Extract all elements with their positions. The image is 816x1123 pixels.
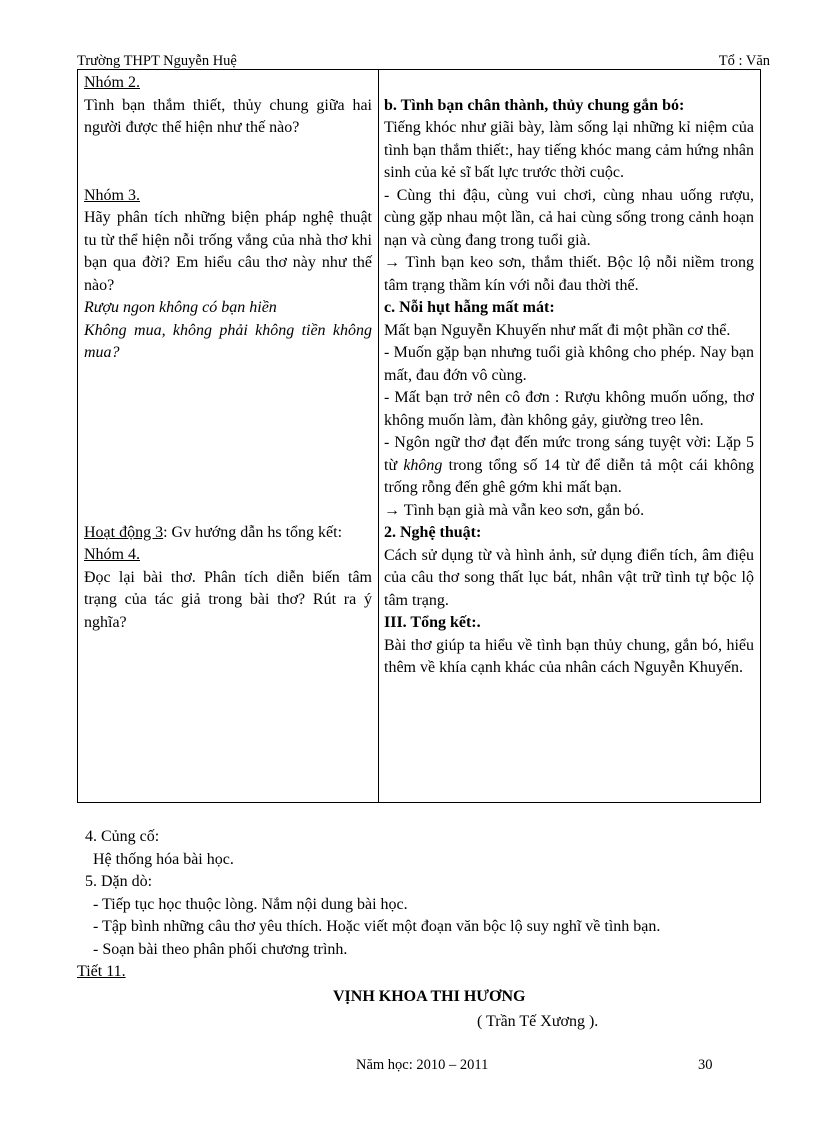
column-divider: [378, 70, 379, 802]
section-c-paragraph-3: - Mất bạn trở nên cô đơn : Rượu không muốn uống, thơ không muốn làm, đàn không gảy, giường treo lên.: [384, 389, 754, 429]
verse-line-1: Rượu ngon không có bạn hiền: [84, 299, 277, 316]
activity-3: [84, 522, 372, 545]
step-4-text: Hệ thống hóa bài học.: [93, 850, 234, 868]
summary-paragraph: Bài thơ giúp ta hiểu về tình bạn thủy chung, gắn bó, hiểu thêm về khía cạnh khác của nhân cách Nguyễn Khuyến.: [384, 636, 754, 676]
lesson-wrapup: [0, 826, 816, 984]
emphasis-word: không: [403, 456, 443, 474]
group-4-question: Đọc lại bài thơ. Phân tích diễn biến tâm trạng của tác giả trong bài thơ? Rút ra ý nghĩa?: [84, 568, 372, 631]
verse-line-2: Không mua, không phải không tiền không mua?: [84, 321, 372, 361]
activity-3-label: Hoạt động 3: [84, 523, 164, 541]
school-name: Trường THPT Nguyễn Huệ: [77, 53, 237, 69]
section-c-paragraph-4: - Ngôn ngữ thơ đạt đến mức trong sáng tuyệt vời: Lặp 5 từ không trong tổng số 14 từ để diễn tả một cái không trống rỗng đến ghê gớm khi mất bạn.: [384, 434, 754, 496]
poem-author: ( Trần Tế Xương ).: [477, 1013, 599, 1030]
step-5-item-1: - Tiếp tục học thuộc lòng. Nắm nội dung bài học.: [93, 895, 408, 913]
group-2-question: Tình bạn thắm thiết, thủy chung giữa hai người được thể hiện như thế nào?: [84, 96, 372, 136]
lesson-table: [77, 70, 761, 803]
step-4-title: 4. Củng cố:: [85, 828, 160, 845]
step-5-item-2: - Tập bình những câu thơ yêu thích. Hoặc viết một đoạn văn bộc lộ suy nghĩ về tình bạn.: [93, 918, 661, 935]
poem-title: VỊNH KHOA THI HƯƠNG: [333, 988, 526, 1005]
page-header: [77, 53, 770, 69]
art-paragraph: Cách sử dụng từ và hình ảnh, sử dụng điển tích, âm điệu của câu thơ song thất lục bát, nhân vật trữ tình tự bộc lộ tâm trạng.: [384, 546, 754, 609]
page-number: 30: [698, 1057, 713, 1073]
lesson-number: Tiết 11.: [77, 963, 126, 980]
section-b-conclusion: → Tình bạn keo sơn, thắm thiết. Bộc lộ nỗi niềm trong tâm trạng thầm kín với nỗi đau thời thế.: [384, 254, 754, 294]
section-c-heading: c. Nỗi hụt hẫng mất mát:: [384, 299, 555, 316]
department-name: Tổ : Văn: [718, 53, 770, 69]
step-5-title: 5. Dặn dò:: [85, 873, 153, 890]
content-column: [384, 72, 754, 680]
section-b-paragraph-1: Tiếng khóc như giãi bày, làm sống lại những kỉ niệm của tình bạn thắm thiết:, hay tiếng khóc mang cảm hứng nhân sinh của kẻ sĩ bất lực trước thời cuộc.: [384, 119, 754, 181]
group-2-title: Nhóm 2.: [84, 74, 140, 91]
art-heading: 2. Nghệ thuật:: [384, 524, 482, 541]
activity-3-text: : Gv hướng dẫn hs tổng kết:: [163, 523, 343, 541]
section-b-heading: b. Tình bạn chân thành, thủy chung gắn bó:: [384, 96, 685, 114]
group-3-title: Nhóm 3.: [84, 186, 140, 204]
summary-heading: III. Tổng kết:.: [384, 614, 481, 631]
school-year: Năm học: 2010 – 2011: [356, 1057, 489, 1073]
group-4-title: Nhóm 4.: [84, 546, 140, 563]
section-b-paragraph-2: - Cùng thi đậu, cùng vui chơi, cùng nhau uống rượu, cùng gặp nhau một lần, cả hai cùng sống trong cảnh hoạn nạn và cùng đang trong tuổi già.: [384, 186, 754, 249]
section-c-conclusion: → Tình bạn già mà vẫn keo sơn, gắn bó.: [384, 501, 645, 519]
section-c-paragraph-2: - Muốn gặp bạn nhưng tuổi già không cho phép. Nay bạn mất, đau đớn vô cùng.: [384, 344, 754, 384]
section-c-paragraph-1: Mất bạn Nguyễn Khuyến như mất đi một phần cơ thể.: [384, 321, 731, 339]
group-3-question: Hãy phân tích những biện pháp nghệ thuật tu từ thể hiện nỗi trống vắng của nhà thơ khi bạn qua đời? Em hiểu câu thơ này như thế nào?: [84, 209, 372, 294]
teacher-activities-column: [84, 72, 372, 634]
step-5-item-3: - Soạn bài theo phân phối chương trình.: [93, 940, 348, 958]
